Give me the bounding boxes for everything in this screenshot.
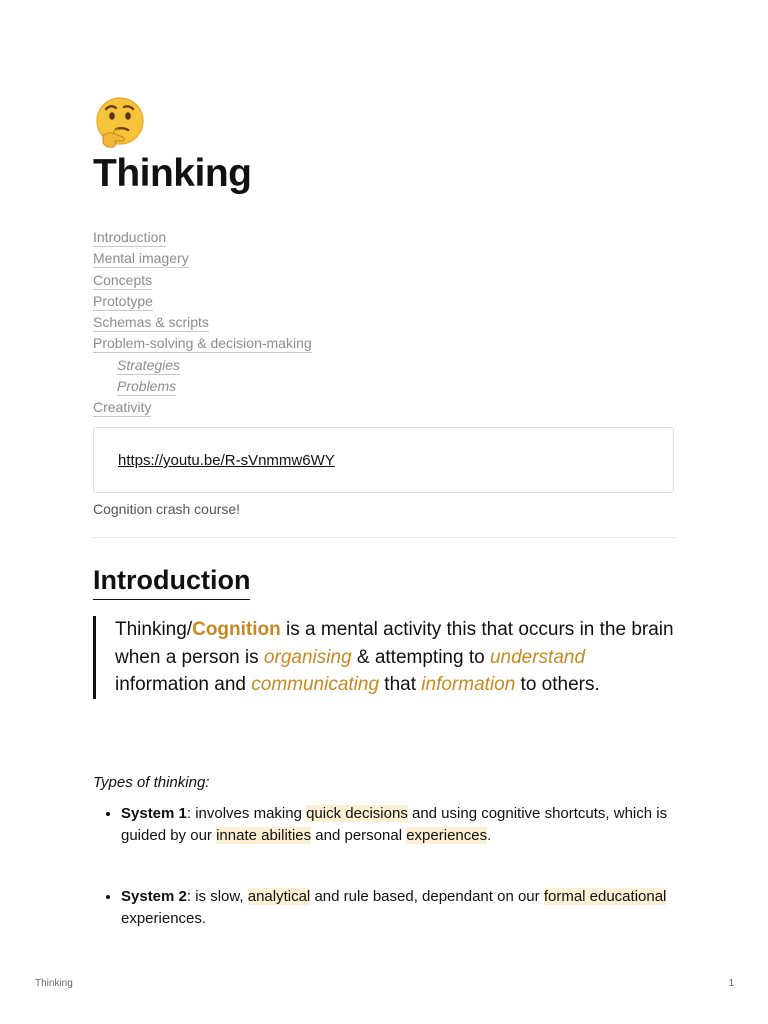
toc-link[interactable]: Creativity bbox=[93, 399, 152, 416]
systems-list bbox=[93, 803, 681, 969]
quote-term-cognition: Cognition bbox=[192, 619, 281, 640]
section-heading-introduction: Introduction bbox=[93, 563, 250, 600]
toc-sublink[interactable]: Problems bbox=[117, 378, 177, 395]
table-of-contents bbox=[93, 228, 312, 420]
highlight: experiences bbox=[406, 827, 488, 844]
list-text: : is slow, bbox=[186, 888, 248, 905]
highlight: analytical bbox=[247, 888, 311, 905]
bookmark-caption: Cognition crash course! bbox=[93, 501, 241, 517]
list-text: and using cognitive shortcuts, which is guided by our bbox=[121, 805, 668, 844]
quote-text: to others. bbox=[515, 674, 600, 696]
system-2-name: System 2 bbox=[121, 888, 187, 905]
list-text: experiences. bbox=[121, 910, 207, 927]
quote-text: Thinking/ bbox=[115, 619, 193, 640]
bookmark-url-link[interactable]: https://youtu.be/R-sVnmmw6WY bbox=[118, 452, 335, 469]
quote-text: information and bbox=[115, 674, 252, 696]
page-number: 1 bbox=[728, 978, 734, 989]
quote-term-information: information bbox=[421, 674, 516, 696]
quote-term-understand: understand bbox=[489, 646, 586, 668]
toc-link[interactable]: Schemas & scripts bbox=[93, 314, 209, 331]
list-item bbox=[121, 803, 681, 847]
highlight: quick decisions bbox=[306, 805, 408, 822]
toc-link[interactable]: Concepts bbox=[93, 271, 153, 288]
toc-link[interactable]: Mental imagery bbox=[93, 250, 189, 267]
list-item bbox=[121, 886, 681, 930]
thinking-face-icon bbox=[93, 96, 147, 150]
list-text: and personal bbox=[311, 827, 407, 844]
quote-text: & attempting to bbox=[351, 646, 490, 668]
list-text: and rule based, dependant on our bbox=[310, 888, 544, 905]
system-1-name: System 1 bbox=[121, 805, 187, 822]
highlight: innate abilities bbox=[216, 827, 312, 844]
toc-link[interactable]: Introduction bbox=[93, 229, 167, 245]
bookmark-embed[interactable] bbox=[93, 427, 674, 493]
toc-link[interactable]: Prototype bbox=[93, 292, 153, 309]
quote-text: that bbox=[379, 674, 422, 696]
footer-title: Thinking bbox=[35, 978, 73, 989]
list-text: : involves making bbox=[186, 805, 307, 822]
quote-text: is a mental activity this that occurs in the brain when a person is bbox=[115, 619, 674, 668]
toc-sublink[interactable]: Strategies bbox=[117, 356, 181, 373]
quote-term-organising: organising bbox=[263, 646, 352, 668]
quote-term-communicating: communicating bbox=[251, 674, 380, 696]
types-of-thinking-label: Types of thinking: bbox=[93, 774, 210, 791]
definition-quote bbox=[93, 616, 676, 699]
divider bbox=[93, 537, 676, 538]
toc-link[interactable]: Problem-solving & decision-making bbox=[93, 335, 312, 352]
highlight: formal educational bbox=[543, 888, 667, 905]
page-title: Thinking bbox=[93, 152, 252, 195]
list-text: . bbox=[487, 827, 492, 844]
